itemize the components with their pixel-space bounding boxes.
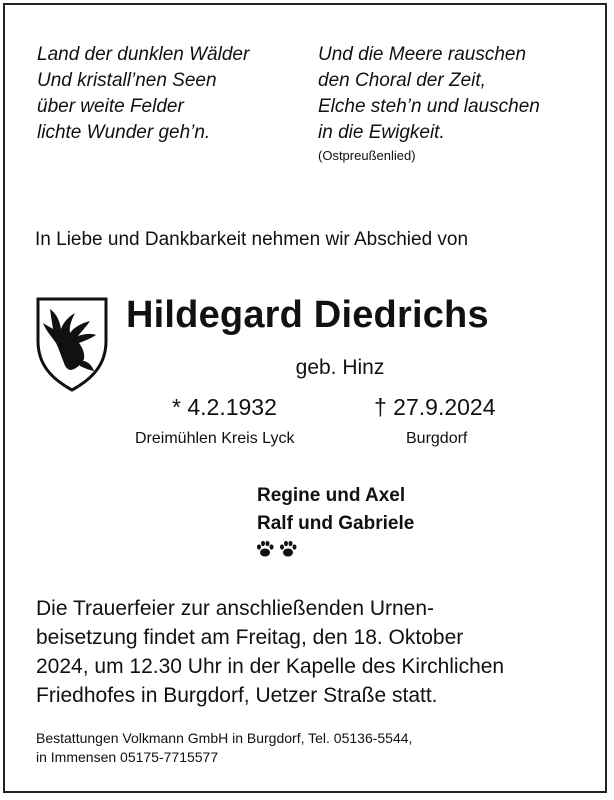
ceremony-details xyxy=(36,594,504,710)
poem-line: Elche steh’n und lauschen xyxy=(318,96,540,117)
ceremony-line: Die Trauerfeier zur anschließenden Urnen- xyxy=(36,597,435,620)
undertaker-line: Bestattungen Volkmann GmbH in Burgdorf, Tel. 05136-5544, xyxy=(36,730,413,746)
poem-right-column xyxy=(318,42,540,146)
poem-line: Land der dunklen Wälder xyxy=(37,44,250,65)
poem-line: Und die Meere rauschen xyxy=(318,44,527,65)
poem-line: in die Ewigkeit. xyxy=(318,122,445,143)
intro-text: In Liebe und Dankbarkeit nehmen wir Abschied von xyxy=(35,229,469,250)
birth-date: * 4.2.1932 xyxy=(172,394,277,420)
poem-line: den Choral der Zeit, xyxy=(318,70,486,91)
poem-left-column xyxy=(37,42,249,146)
poem-line: lichte Wunder geh’n. xyxy=(37,122,211,143)
birth-place: Dreimühlen Kreis Lyck xyxy=(135,430,295,447)
undertaker-info xyxy=(36,729,412,767)
death-date: † 27.9.2024 xyxy=(374,394,496,420)
ceremony-line: beisetzung findet am Freitag, den 18. Oktober xyxy=(36,626,464,649)
mourners-list xyxy=(257,482,414,538)
paw-prints-icon xyxy=(256,540,298,558)
birth-name: geb. Hinz xyxy=(295,356,385,379)
undertaker-line: in Immensen 05175-7715577 xyxy=(36,749,219,765)
ceremony-line: Friedhofes in Burgdorf, Uetzer Straße statt. xyxy=(36,684,438,707)
poem-line: Und kristall’nen Seen xyxy=(37,70,217,91)
poem-source: (Ostpreußenlied) xyxy=(318,148,416,163)
ceremony-line: 2024, um 12.30 Uhr in der Kapelle des Kirchlichen xyxy=(36,655,505,678)
death-place: Burgdorf xyxy=(406,430,468,447)
poem-line: über weite Felder xyxy=(37,96,184,117)
deceased-name: Hildegard Diedrichs xyxy=(126,294,489,336)
mourner-entry: Ralf und Gabriele xyxy=(257,513,415,534)
mourner-entry: Regine und Axel xyxy=(257,485,406,506)
